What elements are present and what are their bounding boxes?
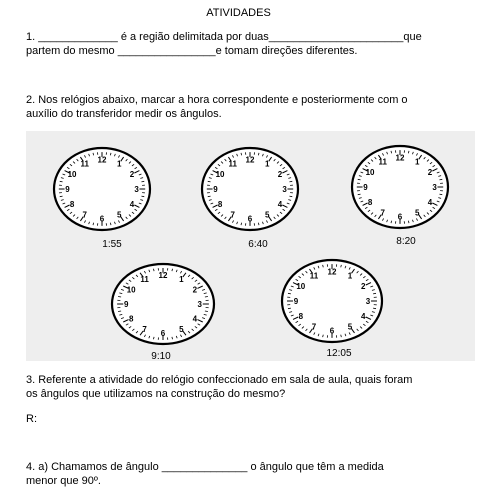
clock-number: 3 (134, 185, 139, 194)
clock-number: 11 (80, 159, 89, 169)
clock-tick (60, 181, 63, 182)
clock-number: 10 (126, 285, 136, 295)
clock-tick (439, 194, 442, 195)
clock-number: 11 (228, 159, 237, 169)
question-2-line-2: auxílio do transferidor medir os ângulos. (26, 108, 222, 120)
question-1-line-2: partem do mesmo ________________e tomam direções diferentes. (26, 45, 358, 57)
question-3-line-2: os ângulos que utilizamos na construção do mesmo? (26, 388, 286, 400)
clock-number: 12 (158, 271, 168, 281)
question-4-line-2: menor que 90º. (26, 475, 101, 487)
clock-tick (208, 196, 211, 197)
clock-number: 10 (67, 170, 77, 180)
clock-tick (439, 179, 442, 180)
clock-number: 7 (230, 210, 235, 220)
clock-number: 2 (192, 285, 198, 295)
clock-tick (373, 293, 376, 294)
clock-number: 3 (197, 300, 202, 309)
clock-number: 9 (213, 185, 218, 194)
clock-time-label: 8:20 (396, 236, 416, 247)
clock-number: 5 (117, 210, 122, 220)
clock-number: 1 (265, 159, 270, 169)
clock-tick (373, 308, 376, 309)
clock-number: 6 (247, 214, 253, 224)
clock-number: 4 (277, 199, 283, 209)
clock-number: 8 (367, 197, 373, 207)
answer-label: R: (26, 413, 37, 425)
clock-number: 8 (217, 199, 223, 209)
clock-number: 9 (65, 185, 70, 194)
clock-face (350, 144, 450, 230)
clock-number: 3 (365, 297, 371, 306)
clock-number: 4 (360, 311, 366, 321)
clock-number: 5 (265, 210, 270, 220)
clock-number: 6 (160, 328, 166, 338)
clock-time-label: 1:55 (102, 239, 122, 250)
clock-number: 1 (179, 275, 184, 285)
clock-number: 1 (415, 157, 420, 167)
clock-number: 6 (329, 326, 335, 336)
question-3-line-1: 3. Referente a atividade do relógio confeccionado em sala de aula, quais foram (26, 374, 413, 386)
page-title: ATIVIDADES (206, 7, 271, 19)
question-4-line-1: 4. a) Chamamos de ângulo ______________ o ângulo que têm a medida (26, 461, 384, 473)
clock-tick (288, 308, 291, 309)
clock-face (110, 262, 216, 346)
clock-number: 7 (142, 324, 147, 334)
clock-face (200, 146, 300, 232)
clock-tick (289, 196, 292, 197)
clock-number: 5 (415, 208, 420, 218)
clock-number: 3 (282, 185, 287, 194)
clock-number: 9 (124, 300, 129, 309)
clock-time-label: 6:40 (248, 239, 268, 250)
clock-number: 4 (427, 197, 433, 207)
question-2-line-1: 2. Nos relógios abaixo, marcar a hora correspondente e posteriormente com o (26, 94, 408, 106)
clock-number: 1 (117, 159, 122, 169)
clock-number: 11 (378, 157, 387, 167)
clock-face (280, 258, 384, 344)
clock-tick (141, 181, 144, 182)
clock-number: 12 (245, 155, 255, 165)
clock-tick (60, 196, 63, 197)
clock-tick (208, 181, 211, 182)
clock-number: 5 (179, 324, 184, 334)
clock-number: 6 (99, 214, 105, 224)
clock-number: 7 (311, 322, 317, 332)
clock-number: 12 (327, 267, 337, 277)
clock-number: 9 (293, 297, 299, 306)
clock-time-label: 12:05 (326, 348, 352, 359)
clock-number: 7 (380, 208, 385, 218)
question-1-line-1: 1. _____________ é a região delimitada por duas______________________que (26, 31, 422, 43)
clock-number: 12 (97, 155, 107, 165)
clock-number: 10 (215, 170, 225, 180)
clock-number: 10 (296, 282, 306, 292)
clock-tick (141, 196, 144, 197)
clock-face (52, 146, 152, 232)
clock-number: 10 (365, 168, 375, 178)
clock-number: 6 (397, 212, 403, 222)
clock-number: 1 (347, 271, 353, 281)
clock-number: 5 (347, 322, 353, 332)
clock-number: 2 (129, 170, 135, 180)
clock-tick (288, 293, 291, 294)
clock-number: 7 (82, 210, 87, 220)
clock-number: 8 (128, 314, 134, 324)
clock-time-label: 9:10 (151, 351, 171, 362)
clock-tick (289, 181, 292, 182)
clock-number: 4 (192, 314, 198, 324)
clock-number: 2 (427, 168, 433, 178)
clock-number: 4 (129, 199, 135, 209)
clock-number: 11 (309, 271, 319, 281)
clock-number: 3 (432, 183, 437, 192)
clock-number: 8 (298, 311, 304, 321)
clock-number: 8 (69, 199, 75, 209)
clock-number: 2 (277, 170, 283, 180)
clock-number: 9 (363, 183, 368, 192)
clock-tick (358, 194, 361, 195)
clock-number: 11 (140, 275, 149, 285)
clock-number: 12 (395, 153, 405, 163)
clock-tick (358, 179, 361, 180)
clock-number: 2 (360, 282, 366, 292)
